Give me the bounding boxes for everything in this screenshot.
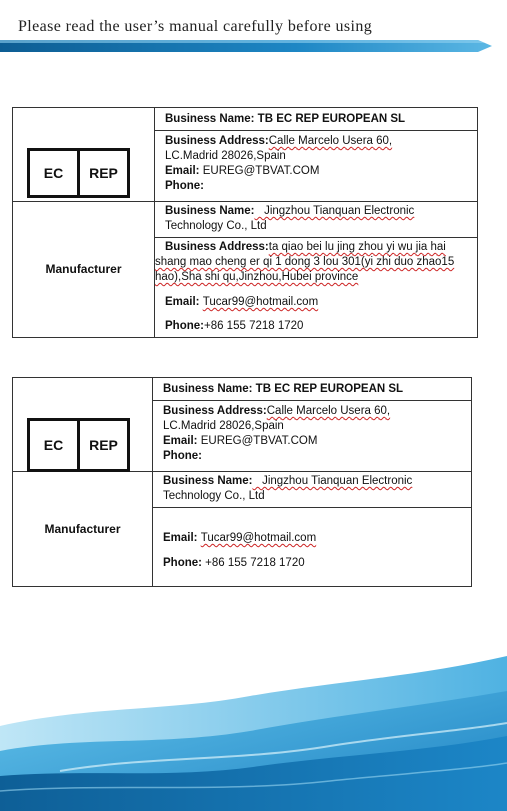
mfr-name-label: Business Name: xyxy=(165,205,255,217)
mfr-address-label: Business Address: xyxy=(165,241,269,253)
mfr-phone-label: Phone: xyxy=(165,320,204,332)
mfr-email-value: Tucar99@hotmail.com xyxy=(202,296,319,308)
ec-address-line2: LC.Madrid 28026,Spain xyxy=(163,420,284,432)
ec-rep-cell xyxy=(13,108,154,202)
left-column xyxy=(13,378,153,586)
mfr-name-value1: Jingzhou Tianquan Electronic xyxy=(252,475,413,487)
mfr-name-value2: Technology Co., Ltd xyxy=(165,220,267,232)
ec-email-label: Email: xyxy=(163,435,201,447)
ec-rep-symbol xyxy=(27,418,130,472)
ec-rep-table-2 xyxy=(12,377,472,587)
mfr-address-line1: ta qiao bei lu jing zhou yi wu jia hai xyxy=(268,241,446,253)
ec-rep-table-1 xyxy=(12,107,478,338)
mfr-phone-label: Phone: xyxy=(163,557,206,569)
ec-business-name: Business Name: TB EC REP EUROPEAN SL xyxy=(163,383,404,395)
ec-address-label: Business Address: xyxy=(163,405,267,417)
mfr-email-label: Email: xyxy=(163,532,201,544)
mfr-contact-row xyxy=(153,507,471,586)
header-stripe xyxy=(0,36,507,56)
left-column xyxy=(13,108,155,337)
footer-wave-graphic xyxy=(0,651,507,811)
mfr-address-row xyxy=(155,237,477,337)
ec-label: EC xyxy=(43,437,64,453)
rep-label: REP xyxy=(77,151,127,195)
ec-email-value: EUREG@TBVAT.COM xyxy=(202,165,320,177)
mfr-name-label: Business Name: xyxy=(163,475,253,487)
ec-address-line1: Calle Marcelo Usera 60, xyxy=(268,135,393,147)
ec-business-name-row xyxy=(153,378,471,400)
ec-email-value: EUREG@TBVAT.COM xyxy=(200,435,318,447)
mfr-address-line2: shang mao cheng er qi 1 dong 3 lou 301(yi zhi duo zhao15 xyxy=(155,256,455,268)
ec-address-label: Business Address: xyxy=(165,135,269,147)
ec-rep-symbol xyxy=(27,148,130,198)
ec-address-line1: Calle Marcelo Usera 60, xyxy=(266,405,391,417)
ec-rep-cell xyxy=(13,378,152,472)
ec-label: EC xyxy=(43,165,64,181)
mfr-name-value2: Technology Co., Ltd xyxy=(163,490,265,502)
ec-phone-label: Phone: xyxy=(165,180,204,192)
header-title: Please read the user’s manual carefully before using xyxy=(18,18,373,35)
mfr-email-label: Email: xyxy=(165,296,203,308)
ec-email-label: Email: xyxy=(165,165,203,177)
right-column xyxy=(155,108,477,337)
rep-label: REP xyxy=(77,421,127,469)
mfr-name-row xyxy=(153,471,471,507)
manufacturer-label: Manufacturer xyxy=(44,521,121,536)
mfr-address-line3: hao),Sha shi qu,Jinzhou,Hubei province xyxy=(155,271,359,283)
right-column xyxy=(153,378,471,586)
ec-phone-label: Phone: xyxy=(163,450,202,462)
manufacturer-label: Manufacturer xyxy=(45,262,122,276)
ec-business-name: Business Name: TB EC REP EUROPEAN SL xyxy=(165,113,406,125)
mfr-phone-value: +86 155 7218 1720 xyxy=(203,320,304,332)
mfr-name-row xyxy=(155,201,477,237)
ec-address-row xyxy=(153,400,471,471)
ec-address-line2: LC.Madrid 28026,Spain xyxy=(165,150,286,162)
mfr-email-value: Tucar99@hotmail.com xyxy=(200,532,317,544)
mfr-phone-value: +86 155 7218 1720 xyxy=(205,557,305,569)
ec-address-row xyxy=(155,130,477,201)
ec-business-name-row xyxy=(155,108,477,130)
mfr-name-value1: Jingzhou Tianquan Electronic xyxy=(254,205,415,217)
